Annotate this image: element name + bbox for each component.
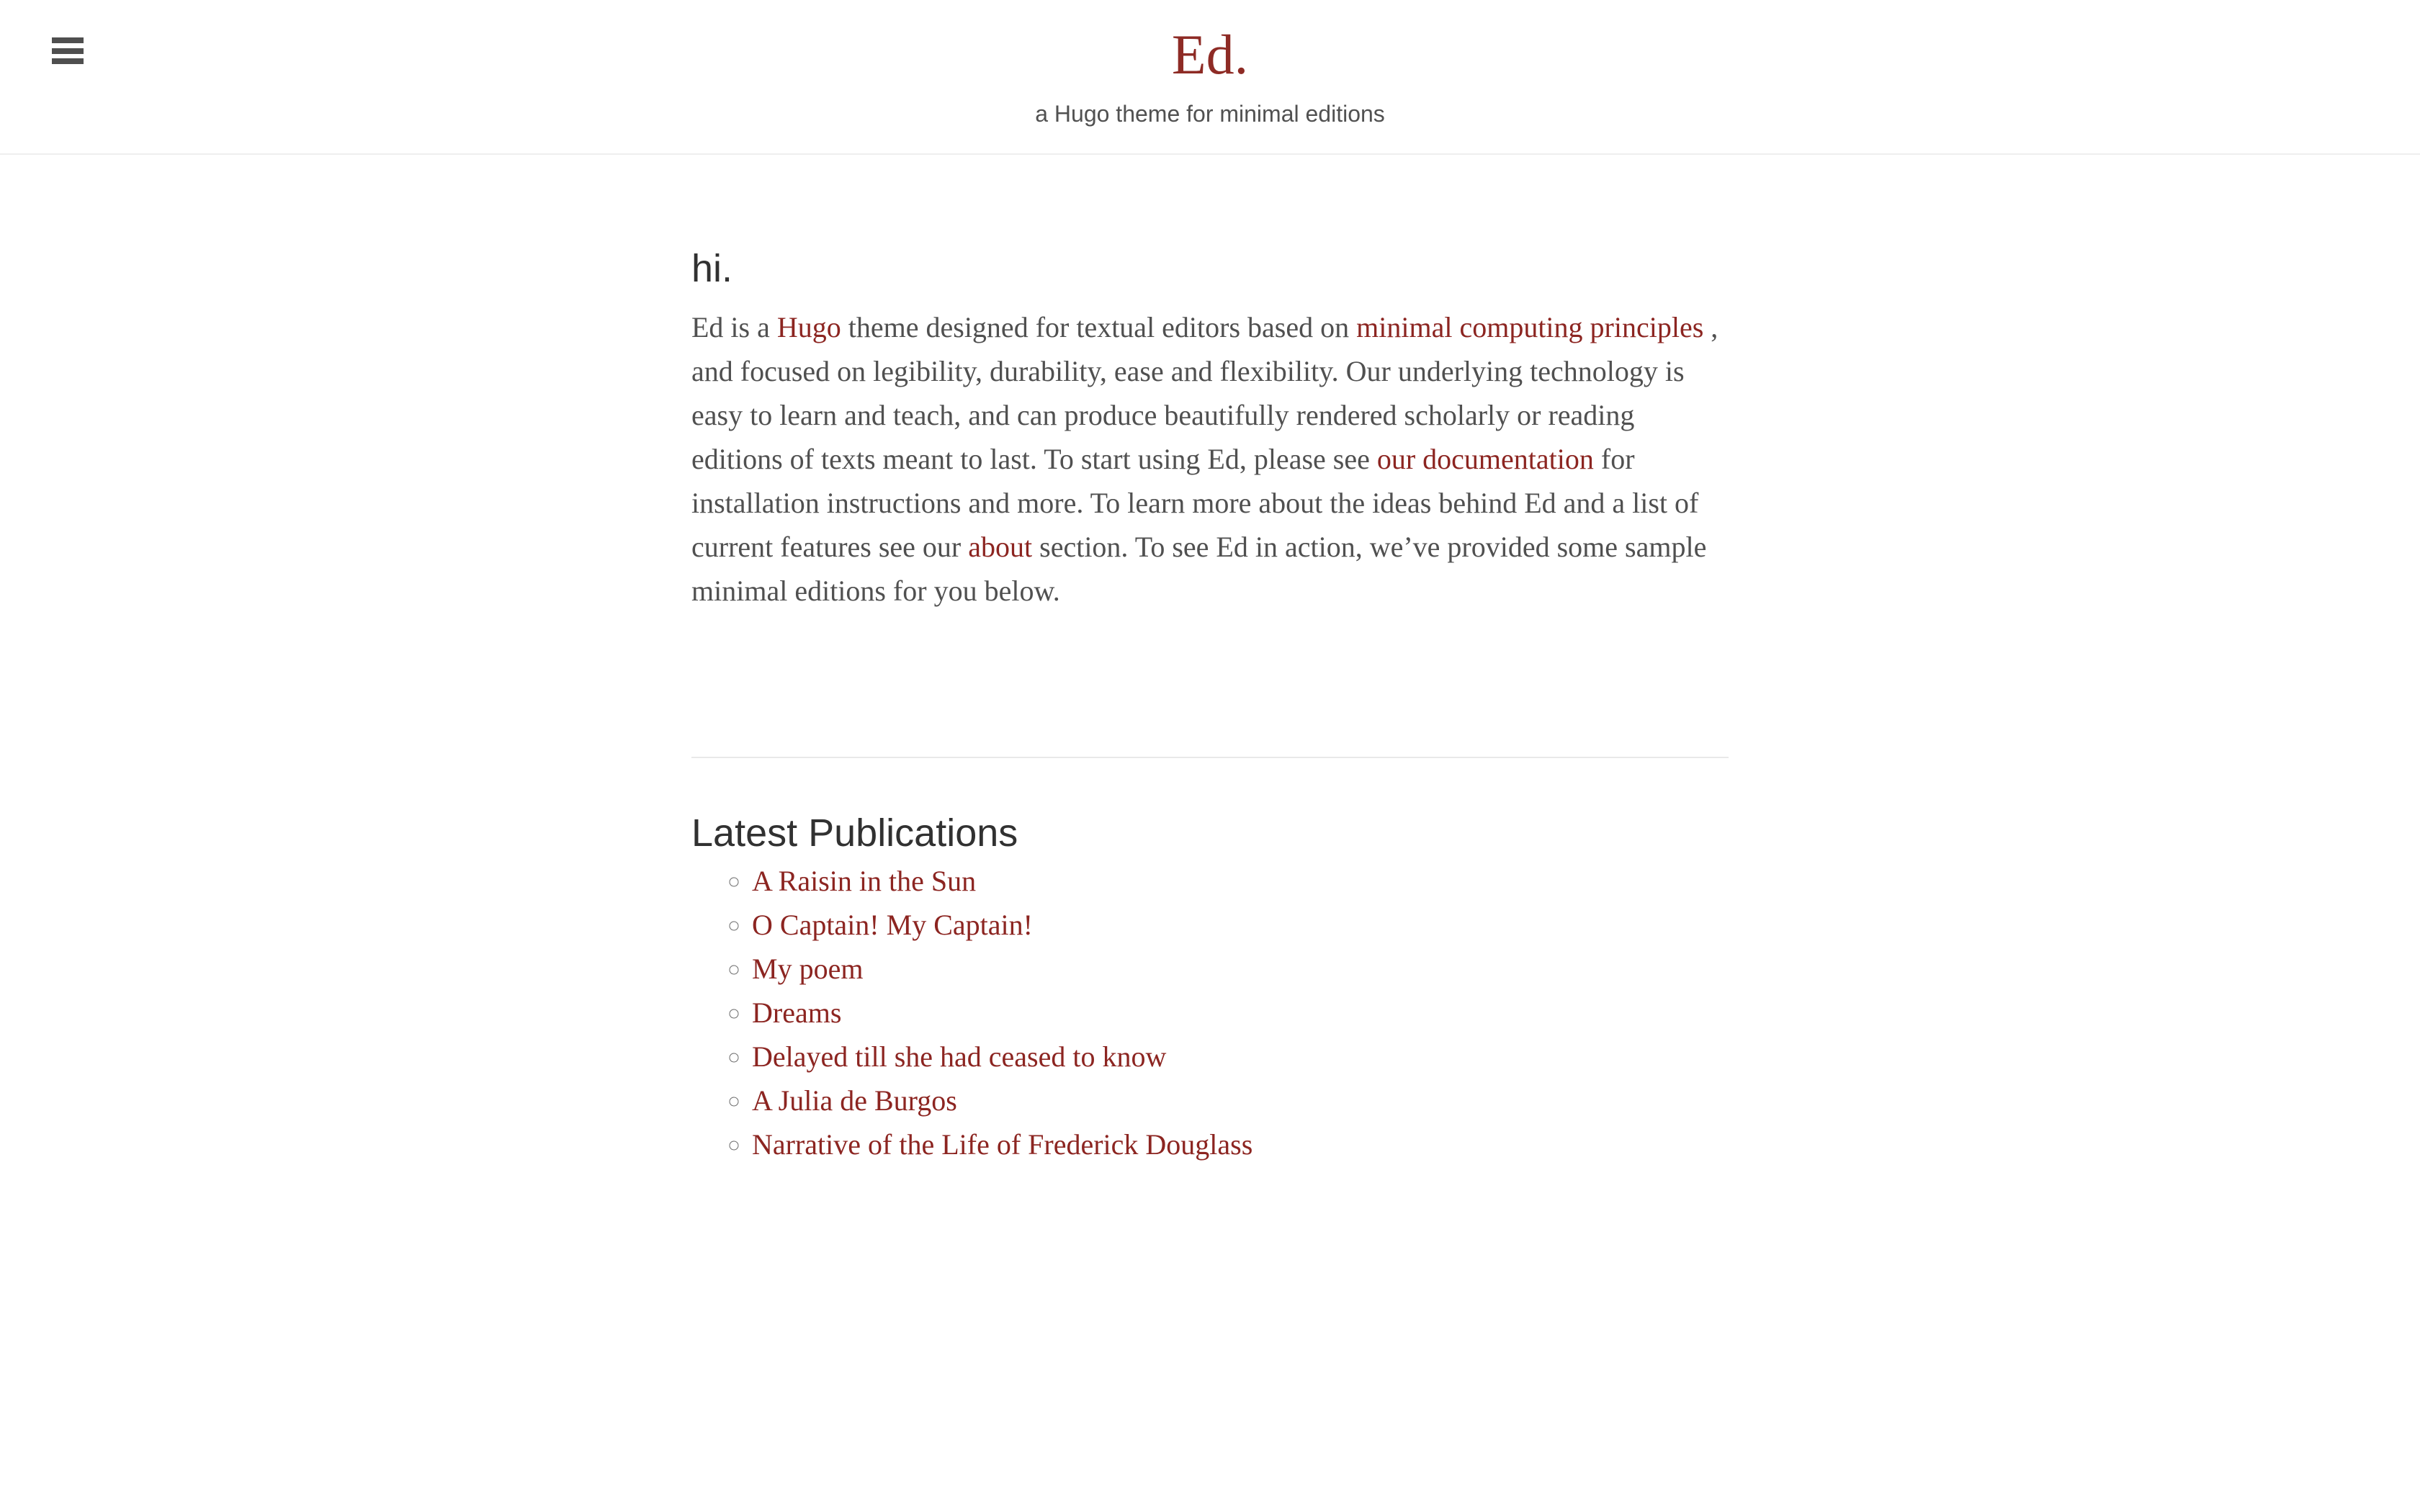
site-tagline: a Hugo theme for minimal editions: [1035, 101, 1385, 127]
main-content: [691, 245, 1729, 1166]
publication-item: [752, 1122, 1729, 1166]
intro-link[interactable]: about: [968, 531, 1033, 563]
hamburger-icon: [52, 37, 84, 43]
publication-link[interactable]: Delayed till she had ceased to know: [752, 1040, 1167, 1073]
publication-link[interactable]: A Julia de Burgos: [752, 1084, 957, 1117]
publication-item: [752, 903, 1729, 947]
publication-link[interactable]: My poem: [752, 953, 864, 985]
menu-toggle-button[interactable]: [52, 37, 84, 64]
site-title-link[interactable]: Ed.: [1171, 23, 1249, 86]
intro-text: section. To see Ed in action, we’ve provided some sample minimal editions for you below.: [691, 531, 1707, 607]
site-title[interactable]: [0, 0, 2420, 84]
intro-link[interactable]: minimal computing principles: [1356, 311, 1704, 343]
publication-item: [752, 947, 1729, 991]
publication-link[interactable]: A Raisin in the Sun: [752, 865, 977, 897]
intro-link[interactable]: Hugo: [776, 311, 841, 343]
publications-heading: Latest Publications: [691, 811, 1018, 855]
publication-link[interactable]: O Captain! My Captain!: [752, 909, 1033, 941]
publication-item: [752, 859, 1729, 903]
publications-list: [691, 859, 1729, 1166]
publication-link[interactable]: Narrative of the Life of Frederick Douglass: [752, 1128, 1253, 1161]
intro-link[interactable]: our documentation: [1376, 443, 1594, 475]
publication-item: [752, 1035, 1729, 1079]
intro-text: , and focused on legibility, durability, ease and flexibility. Our underlying technology is easy to learn and teach, and can produce beautifully rendered scholarly or reading editions of texts meant to last. To start using Ed, please see: [691, 311, 1718, 475]
page-heading: hi.: [691, 247, 733, 290]
section-divider: [691, 757, 1729, 758]
publication-link[interactable]: Dreams: [752, 996, 842, 1029]
intro-text: theme designed for textual editors based on: [841, 311, 1357, 343]
intro-text: Ed is a: [691, 311, 777, 343]
intro-text: for installation instructions and more. To learn more about the ideas behind Ed and a list of current features see our: [691, 443, 1699, 563]
publication-item: [752, 1079, 1729, 1122]
intro-paragraph: [691, 305, 1729, 613]
site-header: [0, 0, 2420, 155]
publication-item: [752, 991, 1729, 1035]
